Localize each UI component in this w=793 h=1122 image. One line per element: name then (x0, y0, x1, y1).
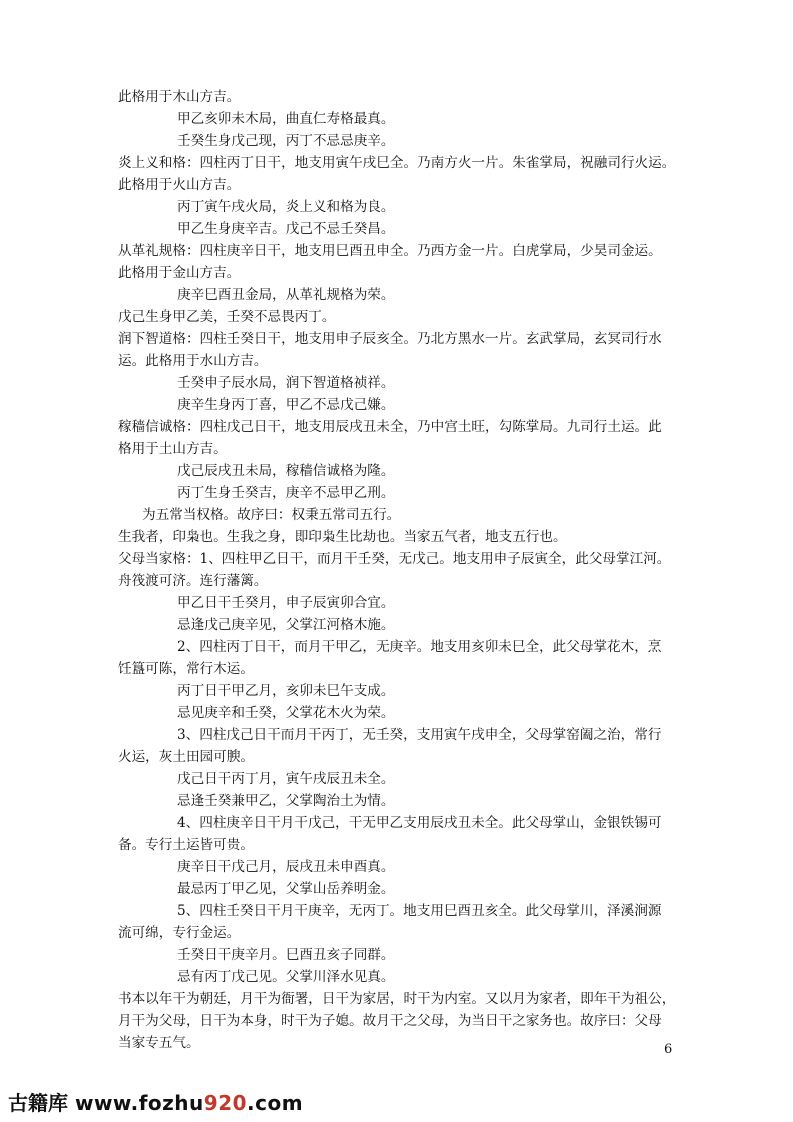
text-line: 书本以年干为朝廷，月干为衙署，日干为家居，时干为内室。又以月为家者，即年干为祖公， (118, 991, 676, 1007)
text-line: 戊己日干丙丁月，寅午戌辰丑未全。 (177, 771, 395, 787)
site-name: 古籍库 (8, 1091, 68, 1115)
site-url (75, 1091, 303, 1115)
text-line: 5、四柱壬癸日干月干庚辛，无丙丁。地支用巳酉丑亥全。此父母掌川，泽溪涧源 (177, 903, 662, 919)
text-line: 当家专五气。 (118, 1035, 200, 1051)
site-url-prefix: www.fozhu (74, 1091, 204, 1115)
text-line: 此格用于金山方吉。 (118, 265, 241, 281)
text-line: 此格用于木山方吉。 (118, 89, 241, 105)
site-watermark (8, 1087, 303, 1116)
page-number: 6 (664, 1042, 673, 1057)
text-line: 生我者，印枭也。生我之身，即印枭生比劫也。当家五气者，地支五行也。 (118, 529, 567, 545)
text-line: 炎上义和格：四柱丙丁日干，地支用寅午戌巳全。乃南方火一片。朱雀掌局，祝融司行火运。 (118, 155, 676, 171)
text-line: 庚辛日干戊己月，辰戌丑未申酉真。 (177, 859, 395, 875)
site-url-suffix: .com (247, 1091, 304, 1115)
text-line: 4、四柱庚辛日干月干戊己，干无甲乙支用辰戌丑未全。此父母掌山，金银铁锡可 (177, 815, 662, 831)
text-line: 火运，灰土田园可腴。 (118, 749, 254, 765)
text-line: 甲乙亥卯未木局，曲直仁寿格最真。 (177, 111, 395, 127)
document-body (118, 86, 678, 1054)
text-line: 运。此格用于水山方吉。 (118, 353, 268, 369)
text-line: 丙丁生身壬癸吉，庚辛不忌甲乙刑。 (177, 485, 395, 501)
text-line: 忌逢戊己庚辛见，父掌江河格木施。 (177, 617, 395, 633)
text-line: 从革礼规格：四柱庚辛日干，地支用巳酉丑申全。乃西方金一片。白虎掌局，少昊司金运。 (118, 243, 662, 259)
text-line: 3、四柱戊己日干而月干丙丁，无壬癸，支用寅午戌申全，父母掌窑阖之治，常行 (177, 727, 662, 743)
site-url-digits: 920 (203, 1091, 248, 1115)
text-line: 丙丁日干甲乙月，亥卯未巳午支成。 (177, 683, 395, 699)
text-line: 壬癸日干庚辛月。巳酉丑亥子同群。 (177, 947, 395, 963)
text-line: 壬癸申子辰水局，润下智道格祯祥。 (177, 375, 395, 391)
text-line: 备。专行土运皆可贵。 (118, 837, 254, 853)
text-line: 庚辛生身丙丁喜，甲乙不忌戊己嫌。 (177, 397, 395, 413)
text-line: 父母当家格：1、四柱甲乙日干，而月干壬癸，无戊己。地支用申子辰寅全，此父母掌江河。 (118, 551, 671, 567)
text-line: 丙丁寅午戌火局，炎上义和格为良。 (177, 199, 395, 215)
text-line: 最忌丙丁甲乙见，父掌山岳养明金。 (177, 881, 395, 897)
text-line: 舟筏渡可济。连行藩篱。 (118, 573, 268, 589)
text-line: 忌见庚辛和壬癸，父掌花木火为荣。 (177, 705, 395, 721)
text-line: 甲乙日干壬癸月，申子辰寅卯合宜。 (177, 595, 395, 611)
text-line: 庚辛巳酉丑金局，从革礼规格为荣。 (177, 287, 395, 303)
text-line: 戊己辰戌丑未局，稼穑信诚格为隆。 (177, 463, 395, 479)
text-line: 月干为父母，日干为本身，时干为子媳。故月干之父母，为当日干之家务也。故序曰：父母 (118, 1013, 662, 1029)
text-line: 忌有丙丁戊己见。父掌川泽水见真。 (177, 969, 395, 985)
text-line: 壬癸生身戊己现，丙丁不忌忌庚辛。 (177, 133, 395, 149)
text-line: 2、四柱丙丁日干，而月干甲乙，无庚辛。地支用亥卯未巳全，此父母掌花木，烹 (177, 639, 662, 655)
text-line: 甲乙生身庚辛吉。戊己不忌壬癸昌。 (177, 221, 395, 237)
text-line: 润下智道格：四柱壬癸日干，地支用申子辰亥全。乃北方黑水一片。玄武掌局，玄冥司行水 (118, 331, 662, 347)
text-line: 此格用于火山方吉。 (118, 177, 241, 193)
text-line: 饪簋可陈，常行木运。 (118, 661, 254, 677)
text-line: 为五常当权格。故序曰：权秉五常司五行。 (142, 507, 401, 523)
text-line: 稼穑信诚格：四柱戊己日干，地支用辰戌丑未全，乃中宫土旺，勾陈掌局。九司行土运。此 (118, 419, 662, 435)
text-line: 流可绵，专行金运。 (118, 925, 241, 941)
text-line: 戊己生身甲乙美，壬癸不忌畏丙丁。 (118, 309, 336, 325)
text-line: 忌逢壬癸兼甲乙，父掌陶治土为情。 (177, 793, 395, 809)
text-line: 格用于土山方吉。 (118, 441, 227, 457)
